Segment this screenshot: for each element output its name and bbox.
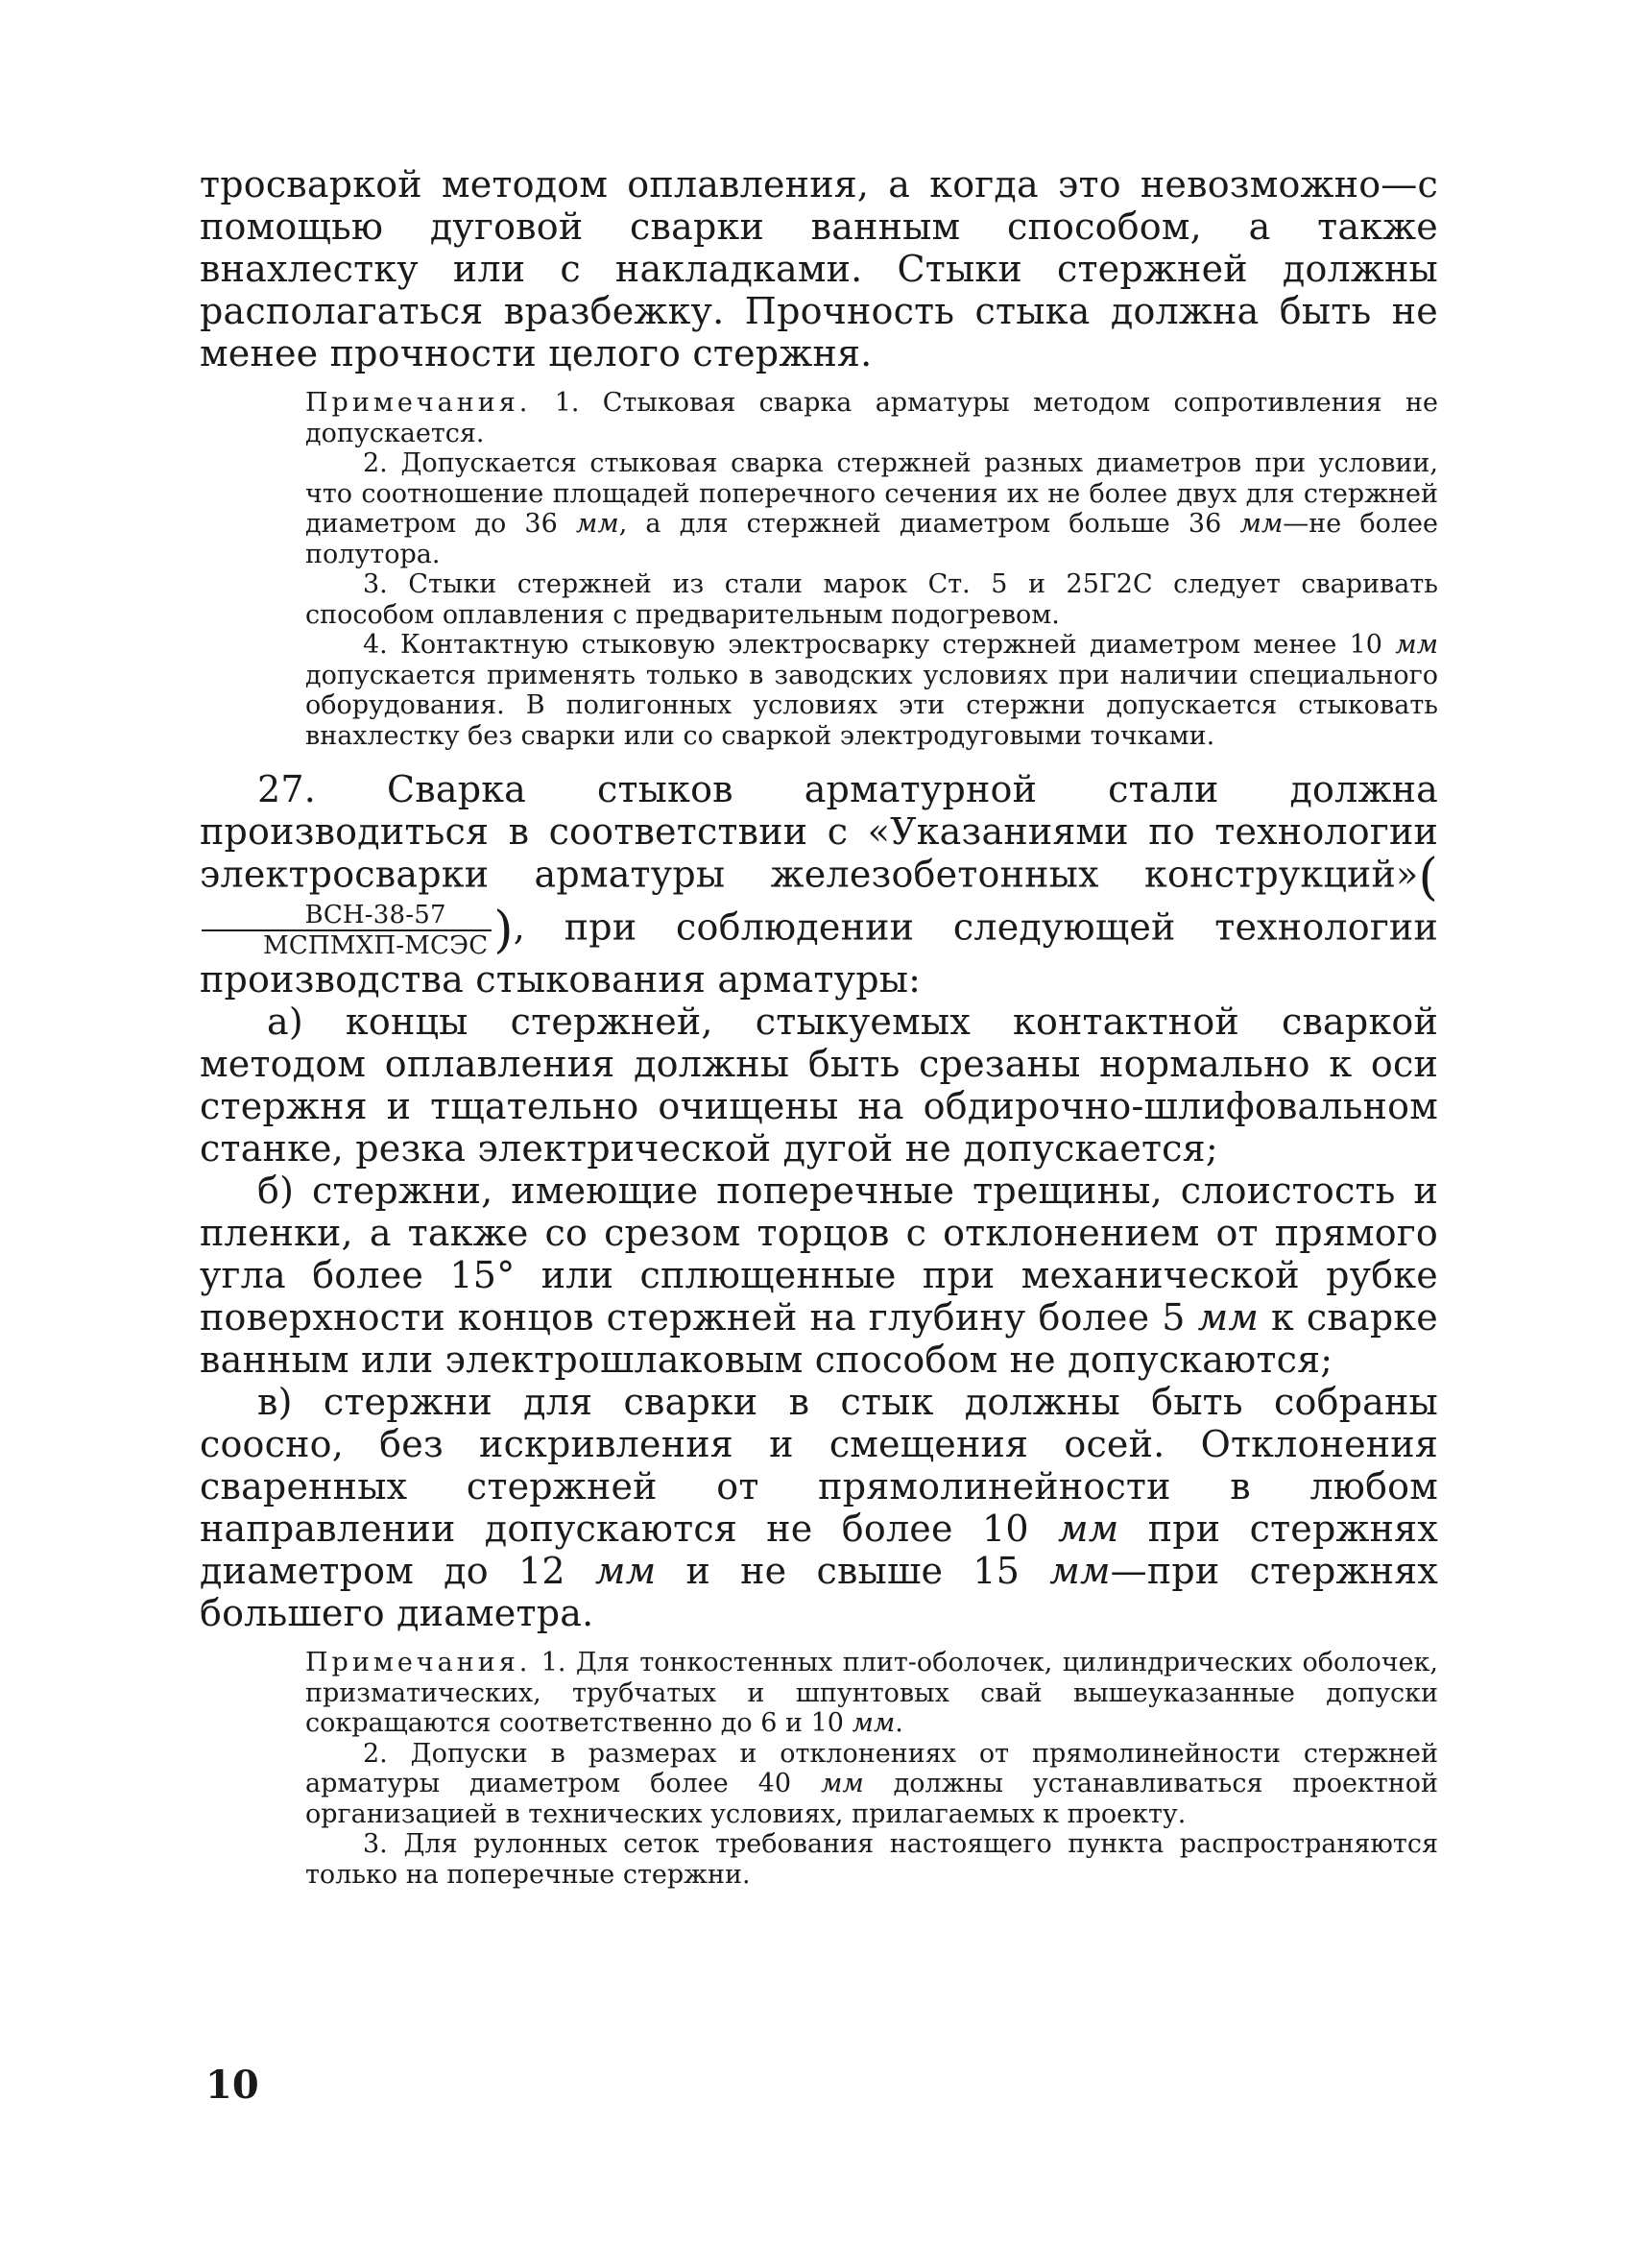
note-2-1-text-a: 1. Для тонкостенных плит-оболочек, цилиндрических оболочек, призматических, трубчатых и шпунтовых свай вышеуказанные допуски сокращаются соответственно до 6 и 10: [305, 1648, 1438, 1738]
note-1-2: [305, 448, 1438, 569]
note-1-3: 3. Стыки стержней из стали марок Ст. 5 и 25Г2С следует сваривать способом оплавления с предварительным подогревом.: [305, 569, 1438, 630]
item-b-text-2: к сварке ванным или электрошлаковым способом не допускаются;: [200, 1296, 1438, 1381]
note-1-1-text: 1. Стыковая сварка арматуры методом сопротивления не допускается.: [305, 388, 1438, 448]
page-body: [200, 163, 1438, 1907]
note-1-4: [305, 630, 1438, 751]
unit-mm: мм: [1239, 509, 1284, 539]
note-2-1: [305, 1648, 1438, 1739]
item-v-text-1: в) стержни для сварки в стык должны быть собраны соосно, без искривления и смещения осей. Отклонения сваренных стержней от прямолинейности в любом направлении допускаются не более 10: [200, 1381, 1438, 1550]
note-1-2-text-a: 2. Допускается стыковая сварка стержней разных диаметров при условии, что соотношение площадей поперечного сечения их не более двух для стержней диаметром до 36: [305, 448, 1438, 539]
notes-block-1: [200, 388, 1438, 751]
open-paren: (: [1418, 849, 1438, 906]
unit-mm: мм: [852, 1708, 896, 1738]
note-1-4-text-b: допускается применять только в заводских условиях при наличии специального оборудования. В полигонных условиях эти стержни допускается стыковать внахлестку без сварки или со сваркой электродуговыми точками.: [305, 660, 1438, 751]
fraction-denominator: МСПМХП-МСЭС: [263, 931, 489, 960]
unit-mm: мм: [1049, 1550, 1111, 1592]
note-1-2-text-c: —не более полутора.: [305, 509, 1438, 569]
note-2-2: [305, 1739, 1438, 1830]
close-paren: ): [493, 902, 514, 959]
paragraph-continuation: тросваркой методом оплавления, а когда это невозможно—с помощью дуговой сварки ванным способом, а также внахлестку или с накладками. Стыки стержней должны располагаться вразбежку. Прочность стыка должна быть не менее прочности целого стержня.: [200, 163, 1438, 374]
note-1-2-text-b: , а для стержней диаметром больше 36: [618, 509, 1240, 539]
note-1-1: [305, 388, 1438, 448]
notes-heading: Примечания.: [305, 1648, 532, 1677]
note-2-3: 3. Для рулонных сеток требования настоящего пункта распространяются только на поперечные стержни.: [305, 1829, 1438, 1890]
item-b-text-1: б) стержни, имеющие поперечные трещины, слоистость и пленки, а также со срезом торцов с отклонением от прямого угла более 15° или сплющенные при механической рубке поверхности концов стержней на глубину более 5: [200, 1170, 1438, 1339]
fraction-numerator: ВСН-38-57: [202, 903, 492, 931]
item-v-text-4: —при стержнях большего диаметра.: [200, 1550, 1438, 1634]
unit-mm: мм: [1058, 1508, 1119, 1550]
unit-mm: мм: [1197, 1296, 1260, 1339]
main-text-block-1: [200, 163, 1438, 374]
paragraph-27: [200, 768, 1438, 1001]
page-number: 10: [205, 2063, 259, 2108]
unit-mm: мм: [820, 1769, 864, 1798]
unit-mm: мм: [594, 1550, 657, 1592]
item-v-text-3: и не свыше 15: [656, 1550, 1050, 1592]
note-2-1-text-b: .: [895, 1708, 903, 1738]
unit-mm: мм: [575, 509, 619, 539]
main-text-block-2: [200, 768, 1438, 1634]
note-1-4-text-a: 4. Контактную стыковую электросварку стержней диаметром менее 10: [363, 630, 1396, 660]
item-a: а) концы стержней, стыкуемых контактной сваркой методом оплавления должны быть срезаны нормально к оси стержня и тщательно очищены на обдирочно-шлифовальном станке, резка электрической дугой не допускается;: [200, 1001, 1438, 1170]
document-code-fraction: [202, 903, 492, 958]
item-v: [200, 1381, 1438, 1634]
item-v-text-2: при стержнях диаметром до 12: [200, 1508, 1438, 1592]
unit-mm: мм: [1395, 630, 1438, 660]
notes-heading: Примечания.: [305, 388, 532, 418]
paragraph-27-tail: , при соблюдении следующей технологии производства стыкования арматуры:: [200, 905, 1438, 1001]
note-2-2-text-a: 2. Допуски в размерах и отклонениях от прямолинейности стержней арматуры диаметром более 40: [305, 1738, 1438, 1798]
item-b: [200, 1170, 1438, 1381]
notes-block-2: [200, 1648, 1438, 1890]
note-2-2-text-b: должны устанавливаться проектной организацией в технических условиях, прилагаемых к проекту.: [305, 1769, 1438, 1829]
paragraph-27-lead: 27. Сварка стыков арматурной стали должна производиться в соответствии с «Указаниями по технологии электросварки арматуры железобетонных конструкций»: [200, 768, 1438, 896]
